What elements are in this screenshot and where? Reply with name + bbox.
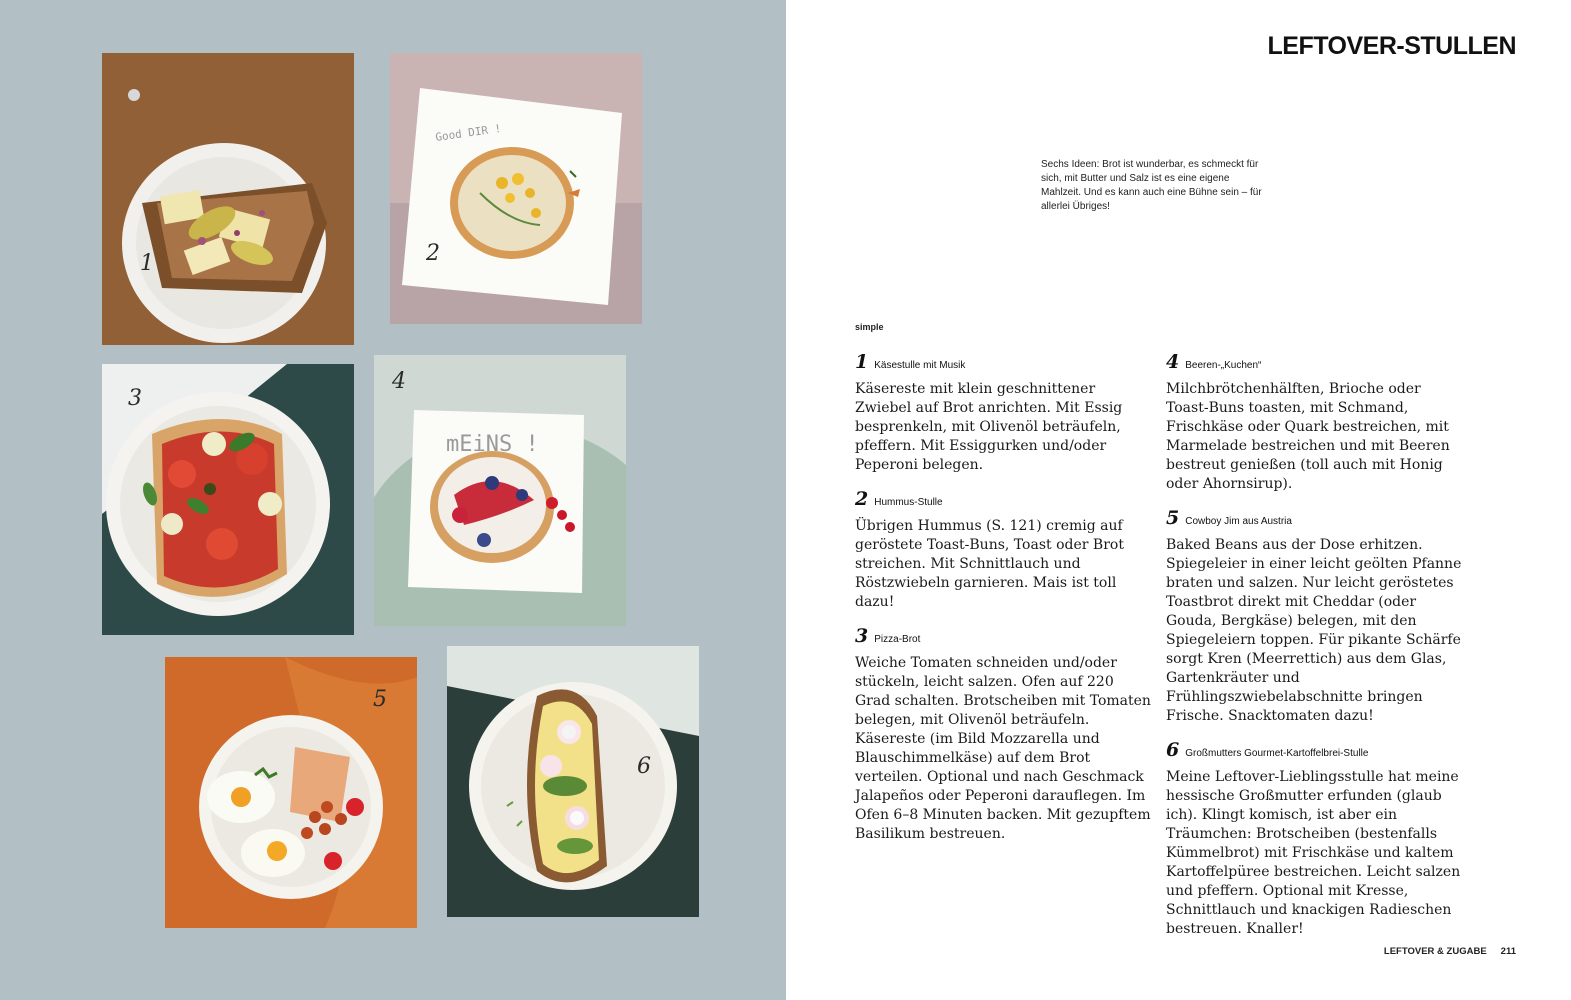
page-number: 211	[1500, 946, 1516, 957]
recipe-header	[1166, 352, 1462, 372]
recipe-title: Hummus-Stulle	[874, 497, 943, 508]
card-text-good-dir: Good DIR !	[434, 121, 503, 144]
recipe-body: Übrigen Hummus (S. 121) cremig auf geröstete Toast-Buns, Toast oder Brot streichen. Mit Schnittlauch und Röstzwiebeln garnieren. Mais ist toll dazu!	[855, 518, 1124, 610]
page-footer	[1384, 946, 1516, 957]
photo-number-1: 1	[140, 251, 154, 276]
recipe-5	[1166, 508, 1462, 726]
page-title: LEFTOVER-STULLEN	[1267, 32, 1516, 60]
photo-number-4: 4	[392, 369, 406, 394]
recipe-4	[1166, 352, 1462, 494]
text-page	[786, 0, 1571, 1000]
recipe-number: 2	[855, 488, 869, 510]
recipe-header	[855, 626, 1151, 646]
recipe-body: Baked Beans aus der Dose erhitzen. Spiegeleier in einer leicht geölten Pfanne braten und salzen. Nur leicht geröstetes Toastbrot direkt mit Cheddar (oder Gouda, Bergkäse) belegen, mit den Spiegeleiern toppen. Für pikante Schärfe sorgt Kren (Meerrettich) aus dem Glas, Gartenkräuter und Frühlingszwiebelabschnitte bringen Frische. Snacktomaten dazu!	[1166, 537, 1462, 724]
photo-kartoffelbrei-stulle-image	[447, 646, 699, 917]
recipe-title: Cowboy Jim aus Austria	[1185, 516, 1292, 527]
photo-number-2: 2	[426, 241, 440, 266]
footer-section: LEFTOVER & ZUGABE	[1383, 946, 1487, 957]
recipe-body: Käsereste mit klein geschnittener Zwiebel auf Brot anrichten. Mit Essig besprenkeln, mit Olivenöl beträufeln, pfeffern. Mit Essiggurken und/oder Peperoni belegen.	[855, 381, 1123, 473]
recipe-1	[855, 352, 1151, 475]
photo-kartoffelbrei-stulle	[447, 646, 699, 917]
photo-hummus-stulle	[390, 53, 642, 324]
recipe-title: Käsestulle mit Musik	[874, 360, 966, 371]
recipe-header	[1166, 740, 1462, 760]
card-text-meins: mEiNS !	[446, 432, 539, 457]
intro-text: Sechs Ideen: Brot ist wunderbar, es schmeckt für sich, mit Butter und Salz ist es eine eigene Mahlzeit. Und es kann auch eine Bühne sein – für allerlei Übriges!	[1041, 159, 1262, 212]
photo-cowboy-jim	[165, 657, 417, 928]
recipe-column-right	[1166, 352, 1462, 953]
recipe-title: Pizza-Brot	[874, 634, 921, 645]
photo-hummus-stulle-image	[390, 53, 642, 324]
recipe-number: 3	[855, 625, 869, 647]
recipe-3	[855, 626, 1151, 844]
recipe-number: 4	[1166, 351, 1180, 373]
recipe-header	[855, 352, 1151, 372]
photo-kaesestulle-image	[102, 53, 354, 345]
recipe-title: Beeren-„Kuchen“	[1185, 360, 1262, 371]
photo-pizza-brot	[102, 364, 354, 635]
recipe-body: Meine Leftover-Lieblingsstulle hat meine hessische Großmutter erfunden (glaub ich). Klingt komisch, ist aber ein Träumchen: Brotscheiben (bestenfalls Kümmelbrot) mit Frischkäse und kaltem Kartoffelpüree bestreichen. Leicht salzen und pfeffern. Optional mit Kresse, Schnittlauch und knackigen Radieschen bestreuen. Knaller!	[1166, 769, 1461, 937]
recipe-6	[1166, 740, 1462, 939]
recipe-number: 6	[1166, 739, 1180, 761]
recipe-header	[855, 489, 1151, 509]
recipe-number: 1	[855, 351, 869, 373]
recipe-2	[855, 489, 1151, 612]
photo-number-3: 3	[128, 386, 142, 411]
recipe-title: Großmutters Gourmet-Kartoffelbrei-Stulle	[1185, 748, 1369, 759]
photo-kaesestulle	[102, 53, 354, 345]
photo-number-6: 6	[637, 754, 651, 779]
difficulty-tag: simple	[855, 322, 884, 332]
photo-beeren-kuchen	[374, 355, 626, 626]
recipe-body: Weiche Tomaten schneiden und/oder stückeln, leicht salzen. Ofen auf 220 Grad schalten. Brotscheiben mit Tomaten belegen, mit Olivenöl beträufeln. Käsereste (im Bild Mozzarella und Blauschimmelkäse) auf dem Brot verteilen. Optional und nach Geschmack Jalapeños oder Peperoni darauflegen. Im Ofen 6–8 Minuten backen. Mit gezupftem Basilikum bestreuen.	[855, 655, 1151, 842]
photo-number-5: 5	[373, 687, 387, 712]
recipe-number: 5	[1166, 507, 1180, 529]
photo-beeren-kuchen-image	[374, 355, 626, 626]
recipe-column-left	[855, 352, 1151, 858]
recipe-header	[1166, 508, 1462, 528]
recipe-body: Milchbrötchenhälften, Brioche oder Toast-Buns toasten, mit Schmand, Frischkäse oder Quark bestreichen, mit Marmelade bestreichen und mit Beeren bestreut genießen (toll auch mit Honig oder Ahornsirup).	[1166, 381, 1450, 492]
